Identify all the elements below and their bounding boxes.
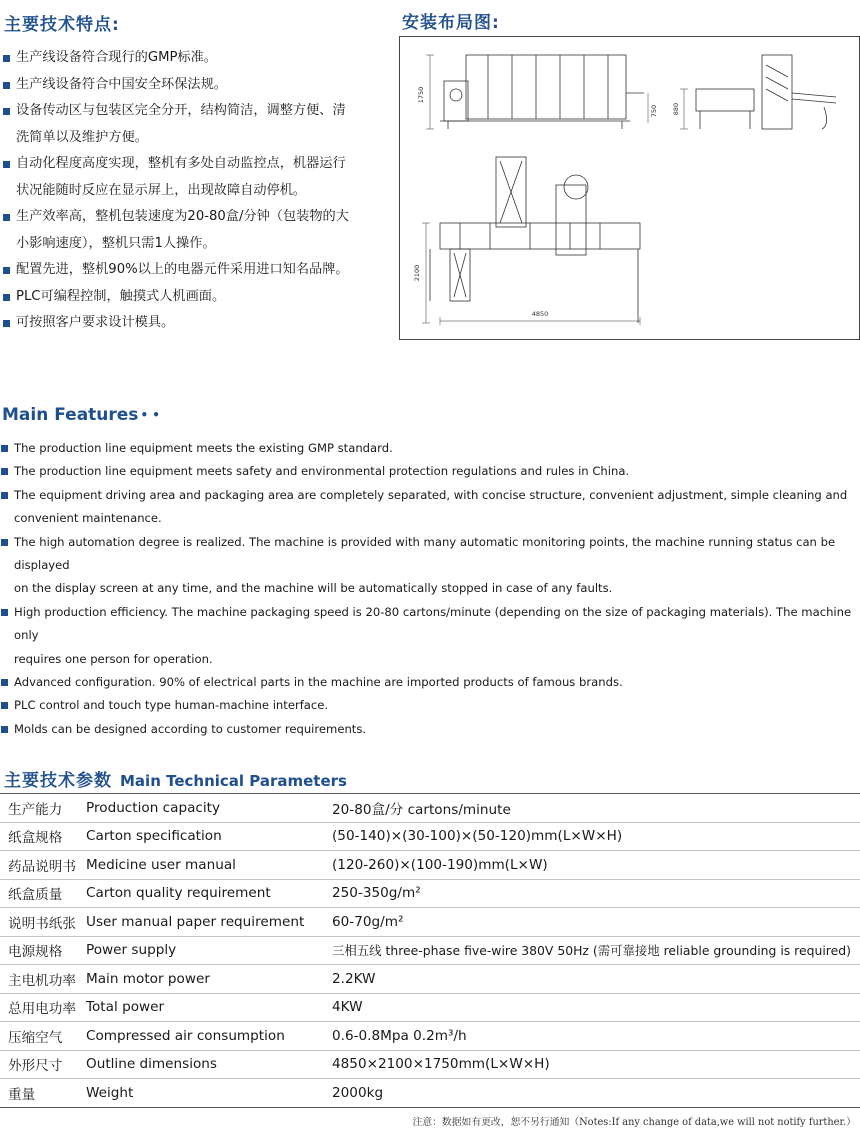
bullet-icon bbox=[1, 445, 8, 452]
bullet-icon bbox=[1, 726, 8, 733]
list-item: High production efficiency. The machine packaging speed is 20-80 cartons/minute (depending on the size of packaging materials). The machine only bbox=[0, 601, 860, 648]
bullet-icon bbox=[1, 539, 8, 546]
list-item: 洗简单以及维护方便。 bbox=[16, 129, 148, 145]
dim-880-label: 880 bbox=[672, 102, 680, 116]
list-item: 状况能随时反应在显示屏上，出现故障自动停机。 bbox=[16, 182, 307, 198]
dim-1750-label: 1750 bbox=[417, 86, 425, 104]
features-cn-list bbox=[2, 45, 382, 337]
bullet-icon bbox=[1, 679, 8, 686]
bullet-icon bbox=[1, 702, 8, 709]
params-table bbox=[0, 793, 860, 1108]
table-row: 总用电功率 Total power 4KW bbox=[0, 993, 860, 1022]
table-row: 说明书纸张 User manual paper requirement 60-70g/m² bbox=[0, 908, 860, 937]
table-row: 压缩空气 Compressed air consumption 0.6-0.8Mpa 0.2m³/h bbox=[0, 1022, 860, 1051]
list-item: The production line equipment meets the existing GMP standard. bbox=[0, 437, 860, 460]
bullet-icon bbox=[1, 492, 8, 499]
list-item: The production line equipment meets safety and environmental protection regulations and rules in China. bbox=[0, 460, 860, 483]
footnote: 注意：数据如有更改，恕不另行通知（Notes:If any change of data,we will not notify further.） bbox=[412, 1117, 856, 1128]
bullet-icon bbox=[3, 161, 10, 168]
table-row: 纸盒质量 Carton quality requirement 250-350g/m² bbox=[0, 879, 860, 908]
list-item: 自动化程度高度实现，整机有多处自动监控点，机器运行 bbox=[2, 151, 382, 178]
params-title: 主要技术参数 Main Technical Parameters bbox=[4, 771, 347, 791]
table-row: 药品说明书 Medicine user manual (120-260)×(100-190)mm(L×W) bbox=[0, 851, 860, 880]
bullet-icon bbox=[3, 214, 10, 221]
list-item: requires one person for operation. bbox=[14, 651, 213, 666]
bullet-icon bbox=[3, 82, 10, 89]
list-item: 生产效率高，整机包装速度为20-80盒/分钟（包装物的大 bbox=[2, 204, 382, 231]
table-row: 外形尺寸 Outline dimensions 4850×2100×1750mm(L×W×H) bbox=[0, 1050, 860, 1079]
list-item: The high automation degree is realized. The machine is provided with many automatic monitoring points, the machine running status can be displayed bbox=[0, 531, 860, 578]
bullet-icon bbox=[3, 267, 10, 274]
title-dots: • • bbox=[140, 408, 160, 422]
features-en-title: Main Features • • bbox=[2, 405, 160, 425]
bullet-icon bbox=[1, 609, 8, 616]
dim-4850-label: 4850 bbox=[531, 310, 549, 318]
features-en-list bbox=[0, 437, 860, 741]
machine-drawing bbox=[400, 37, 859, 339]
installation-layout-drawing bbox=[399, 36, 860, 340]
list-item: 可按照客户要求设计模具。 bbox=[2, 310, 382, 337]
table-row: 电源规格 Power supply 三相五线 three-phase five-wire 380V 50Hz (需可靠接地 reliable grounding is required) bbox=[0, 936, 860, 965]
dim-750-label: 750 bbox=[650, 104, 658, 118]
bullet-icon bbox=[3, 108, 10, 115]
layout-title: 安装布局图: bbox=[402, 13, 500, 33]
list-item: Molds can be designed according to customer requirements. bbox=[0, 718, 860, 741]
list-item: PLC可编程控制，触摸式人机画面。 bbox=[2, 284, 382, 311]
table-row: 主电机功率 Main motor power 2.2KW bbox=[0, 965, 860, 994]
list-item: Advanced configuration. 90% of electrical parts in the machine are imported products of famous brands. bbox=[0, 671, 860, 694]
list-item: 设备传动区与包装区完全分开，结构简洁，调整方便、清 bbox=[2, 98, 382, 125]
machine-front-body bbox=[466, 55, 626, 119]
machine-top-body bbox=[440, 223, 640, 249]
dim-2100-label: 2100 bbox=[413, 264, 421, 282]
features-cn-title: 主要技术特点: bbox=[4, 15, 120, 35]
list-item: on the display screen at any time, and the machine will be automatically stopped in case of any faults. bbox=[14, 581, 613, 596]
bullet-icon bbox=[1, 468, 8, 475]
table-row: 纸盒规格 Carton specification (50-140)×(30-100)×(50-120)mm(L×W×H) bbox=[0, 822, 860, 851]
list-item: 小影响速度），整机只需1人操作。 bbox=[16, 235, 216, 251]
list-item: The equipment driving area and packaging area are completely separated, with concise structure, convenient adjustment, simple cleaning and bbox=[0, 484, 860, 507]
table-row: 生产能力 Production capacity 20-80盒/分 cartons/minute bbox=[0, 794, 860, 823]
table-row: 重量 Weight 2000kg bbox=[0, 1079, 860, 1108]
bullet-icon bbox=[3, 320, 10, 327]
list-item: 生产线设备符合中国安全环保法规。 bbox=[2, 72, 382, 99]
list-item: 配置先进，整机90%以上的电器元件采用进口知名品牌。 bbox=[2, 257, 382, 284]
list-item: PLC control and touch type human-machine interface. bbox=[0, 694, 860, 717]
list-item: 生产线设备符合现行的GMP标准。 bbox=[2, 45, 382, 72]
bullet-icon bbox=[3, 294, 10, 301]
list-item: convenient maintenance. bbox=[14, 511, 162, 526]
bullet-icon bbox=[3, 55, 10, 62]
